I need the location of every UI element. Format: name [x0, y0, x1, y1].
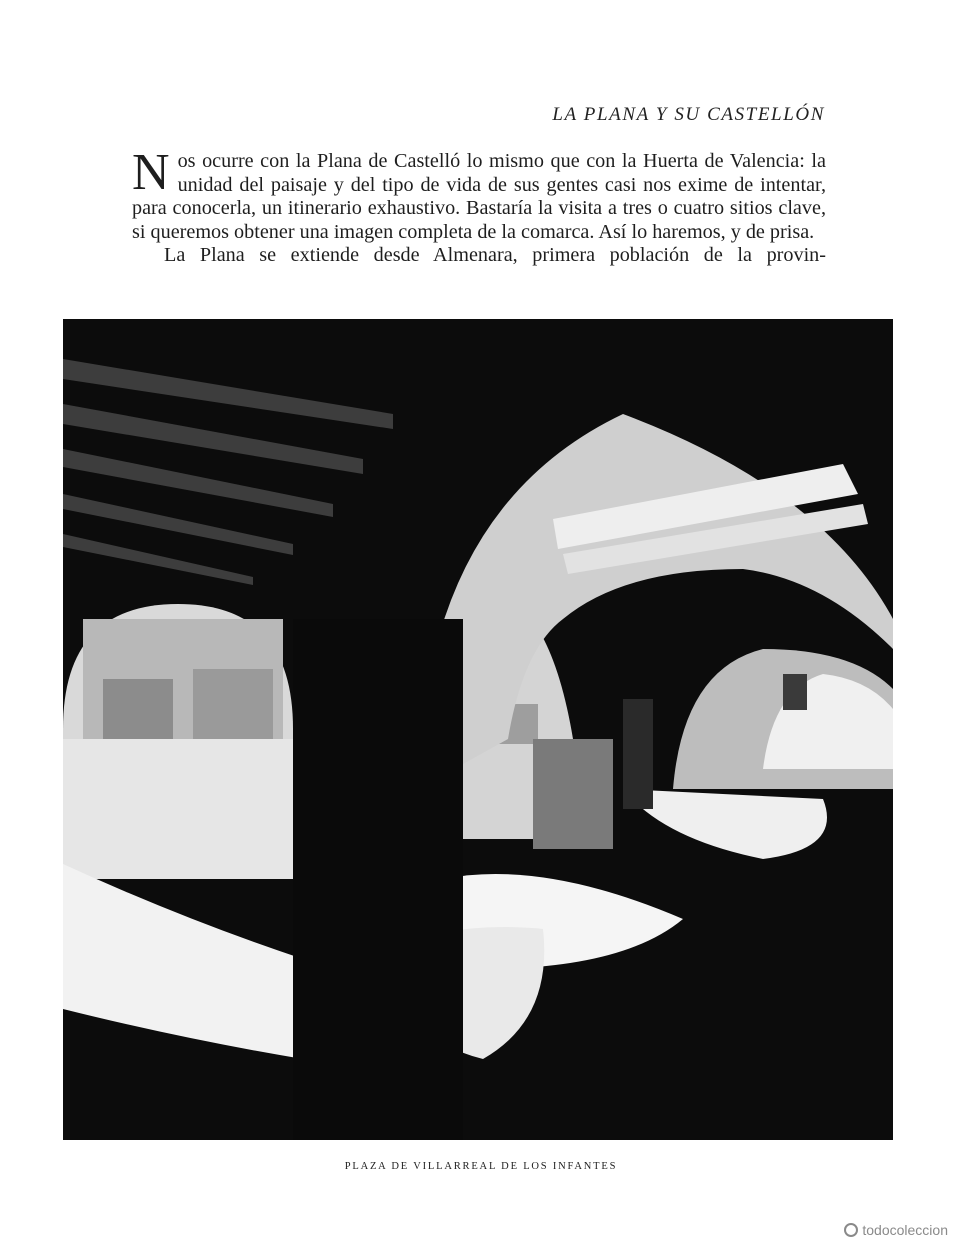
watermark — [844, 1222, 948, 1238]
paragraph-2: La Plana se extiende desde Almenara, primera población de la provin- — [164, 244, 826, 267]
drop-cap: N — [132, 144, 170, 201]
paragraph-1 — [132, 144, 826, 244]
running-title: LA PLANA Y SU CASTELLÓN — [552, 104, 825, 125]
watermark-text: todocoleccion — [862, 1222, 948, 1238]
watermark-logo-icon — [844, 1223, 858, 1237]
photo-caption: PLAZA DE VILLARREAL DE LOS INFANTES — [344, 1161, 618, 1172]
article-body — [132, 144, 826, 268]
paragraph-1-text: os ocurre con la Plana de Castelló lo mismo que con la Huerta de Valencia: la unidad del paisaje y del tipo de vida de sus gentes casi nos exime de intentar, para conocerla, un itinerario exhaustivo. Bastaría la visita a tres o cuatro sitios clave, si queremos obtener una imagen completa de la comarca. Así lo haremos, y de prisa. — [132, 150, 826, 243]
arcade-photograph — [63, 319, 893, 1140]
